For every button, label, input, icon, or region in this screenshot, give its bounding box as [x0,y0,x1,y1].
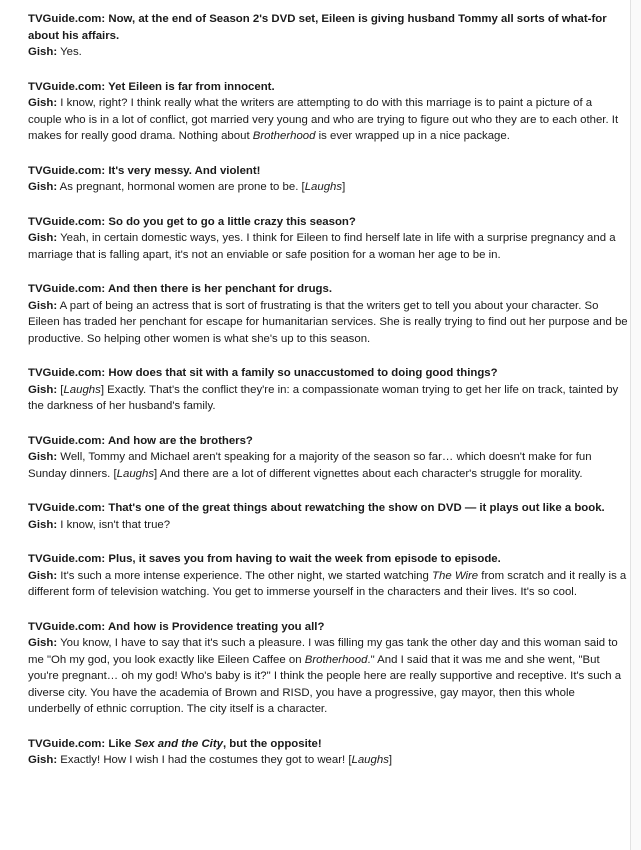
qa-block [28,433,628,483]
text-segment: I know, right? I think really what the writers are attempting to do with this marriage is to paint a picture of a couple who is in a lot of conflict, got married very young and who are trying to figure out who they are to each other. It makes for really good drama. Nothing about [28,97,619,142]
interviewer-question: TVGuide.com: That's one of the great things about rewatching the show on DVD — it plays out like a book. [28,502,605,514]
qa-block [28,619,628,718]
interviewer-question: TVGuide.com: Now, at the end of Season 2's DVD set, Eileen is giving husband Tommy all sorts of what-for about his affairs. [28,13,607,42]
qa-block [28,500,628,533]
text-segment: Exactly! How I wish I had the costumes they got to wear! [ [57,754,352,766]
interviewer-question: TVGuide.com: How does that sit with a family so unaccustomed to doing good things? [28,367,498,379]
speaker-label: Gish: [28,754,58,766]
qa-block [28,79,628,145]
text-segment: ] [342,181,346,193]
italic-title: Brotherhood [304,653,368,666]
qa-block [28,551,628,601]
gish-answer [28,179,628,196]
qa-block [28,365,628,415]
qa-block [28,214,628,264]
speaker-label: Gish: [28,46,58,58]
interviewer-question: TVGuide.com: It's very messy. And violent! [28,164,261,177]
qa-block [28,736,628,769]
speaker-label: Gish: [28,299,58,312]
gish-answer [28,95,628,145]
qa-block [28,163,628,196]
italic-title: Laughs [351,754,389,766]
text-segment: TVGuide.com: Like [28,737,135,750]
text-segment: I know, isn't that true? [57,518,171,531]
italic-title: Laughs [304,181,343,193]
gish-answer [28,449,628,482]
gish-answer [28,382,628,415]
italic-title: Laughs [116,467,155,480]
qa-block [28,281,628,347]
speaker-label: Gish: [28,383,58,396]
interviewer-question: TVGuide.com: So do you get to go a little crazy this season? [28,215,356,228]
interviewer-question: TVGuide.com: And how is Providence treating you all? [28,620,325,633]
speaker-label: Gish: [28,518,58,531]
text-segment: ] And there are a lot of different vignettes about each character's struggle for morality. [154,467,583,480]
text-segment: A part of being an actress that is sort of frustrating is that the writers get to tell you about your character. So Eileen has traded her penchant for escape for humanitarian services. She is really trying to find out her purpose and be productive. So helping other women is what she's up to this season. [28,299,628,345]
speaker-label: Gish: [28,232,58,244]
interviewer-question: TVGuide.com: Plus, it saves you from having to wait the week from episode to episode. [28,553,501,565]
gish-answer [28,230,628,263]
italic-title: Sex and the City [134,737,223,750]
speaker-label: Gish: [28,97,58,109]
interviewer-question: TVGuide.com: And how are the brothers? [28,434,253,447]
interviewer-question: TVGuide.com: Yet Eileen is far from innocent. [28,80,275,93]
speaker-label: Gish: [28,569,58,582]
interviewer-question [28,736,628,753]
gish-answer [28,635,628,718]
text-segment: Well, Tommy and Michael aren't speaking for a majority of the season so far… which doesn't make for fun Sunday dinners. [ [28,451,592,480]
text-segment: It's such a more intense experience. The other night, we started watching [57,569,433,582]
text-segment: from scratch and it really is a different form of television watching. You get to immerse yourself in the characters and their lives. It's so cool. [28,569,627,598]
interview-transcript [28,11,628,787]
text-segment: , but the opposite! [222,737,322,750]
speaker-label: Gish: [28,451,58,463]
text-segment: [ [57,383,64,396]
page-scrollbar-track[interactable] [630,0,641,850]
interviewer-question: TVGuide.com: And then there is her penchant for drugs. [28,283,332,295]
gish-answer [28,752,628,769]
text-segment: is ever wrapped up in a nice package. [315,130,510,142]
italic-title: Laughs [63,383,101,396]
speaker-label: Gish: [28,637,58,649]
text-segment: ] [388,754,393,766]
speaker-label: Gish: [28,181,58,193]
text-segment: You know, I have to say that it's such a pleasure. I was filling my gas tank the other day and this woman said to me "Oh my god, you look exactly like Eileen Caffee on [28,637,618,666]
italic-title: Brotherhood [252,130,316,142]
text-segment: As pregnant, hormonal women are prone to be. [ [57,181,305,193]
text-segment: Yeah, in certain domestic ways, yes. I think for Eileen to find herself late in life with a surprise pregnancy and a marriage that is falling apart, it's not an enviable or safe position for a woman her age to be in. [28,232,616,261]
gish-answer [28,298,628,348]
italic-title: The Wire [432,569,479,582]
text-segment: Yes. [57,46,82,58]
text-segment: ] Exactly. That's the conflict they're in: a compassionate woman trying to get her life on track, tainted by the darkness of her husband's family. [28,383,619,412]
gish-answer [28,517,628,534]
gish-answer [28,44,628,61]
text-segment: ." And I said that it was me and she went, "But you're pregnant… oh my god! Who's baby is it?" I think the people here are really supportive and receptive. It's such a diverse city. You have the academia of Brown and RISD, you have a progressive, gay mayor, then this whole underbelly of ethnic corruption. The city itself is a character. [28,653,622,715]
qa-block [28,11,628,61]
gish-answer [28,568,628,601]
